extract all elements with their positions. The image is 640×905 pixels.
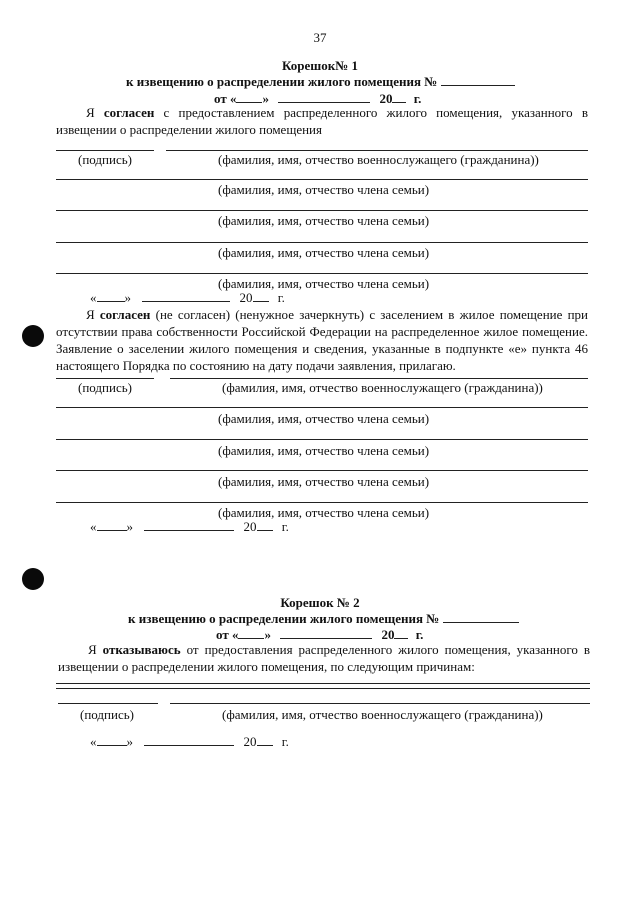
punch-hole-icon — [22, 568, 44, 590]
stub2-sign-date: « » 20 г. — [90, 734, 289, 749]
stub1-sign-date-2: « » 20 г. — [90, 519, 289, 534]
family-member-label: (фамилия, имя, отчество члена семьи) — [218, 505, 430, 520]
stub2-refusal-paragraph: Я отказываюсь от предоставления распределенного жилого помещения, указанного в извещении о распределении жилого помещения, по следующим причинам: — [58, 642, 590, 674]
stub1-date: от « » 20 г. — [214, 91, 422, 106]
name-line — [56, 407, 588, 408]
family-member-label: (фамилия, имя, отчество члена семьи) — [218, 213, 430, 228]
stub2-title: Корешок № 2 — [280, 595, 360, 610]
reason-line — [56, 688, 590, 689]
name-line — [56, 242, 588, 243]
name-line — [56, 179, 588, 180]
serviceman-label: (фамилия, имя, отчество военнослужащего (гражданина)) — [222, 707, 543, 722]
family-member-label: (фамилия, имя, отчество члена семьи) — [218, 474, 430, 489]
name-line — [56, 502, 588, 503]
signature-label: (подпись) — [78, 152, 132, 167]
stub1-title: Корешок№ 1 — [281, 58, 359, 73]
name-line — [166, 150, 588, 151]
reason-line — [56, 683, 590, 684]
stub1-subtitle: к извещению о распределении жилого помещения № — [126, 74, 515, 90]
family-member-label: (фамилия, имя, отчество члена семьи) — [218, 411, 430, 426]
signature-label: (подпись) — [80, 707, 134, 722]
family-member-label: (фамилия, имя, отчество члена семьи) — [218, 182, 430, 197]
serviceman-label: (фамилия, имя, отчество военнослужащего (гражданина)) — [222, 380, 543, 395]
stub1-settlement-paragraph: Я согласен (не согласен) (ненужное зачеркнуть) с заселением в жилое помещение при отсутствии права собственности Российской Федерации на распределенное жилое помещение. Заявление о заселении жилого помещения и сведения, указанные в подпункте «е» пункта 46 настоящего Порядка по состоянию на дату подачи заявления, прилагаю. — [56, 307, 589, 373]
signature-line — [56, 150, 154, 151]
name-line — [170, 703, 590, 704]
stub1-consent-paragraph: Я согласен с предоставлением распределенного жилого помещения, указанного в извещении о распределении жилого помещения — [56, 105, 589, 137]
family-member-label: (фамилия, имя, отчество члена семьи) — [218, 245, 430, 260]
signature-line — [58, 703, 158, 704]
stub2-subtitle: к извещению о распределении жилого помещения № — [128, 611, 519, 627]
name-line — [56, 439, 588, 440]
family-member-label: (фамилия, имя, отчество члена семьи) — [218, 276, 430, 291]
name-line — [56, 273, 588, 274]
name-line — [56, 470, 588, 471]
signature-label: (подпись) — [78, 380, 132, 395]
signature-line — [56, 378, 154, 379]
name-line — [56, 210, 588, 211]
stub2-date: от « » 20 г. — [216, 627, 424, 642]
serviceman-label: (фамилия, имя, отчество военнослужащего (гражданина)) — [218, 152, 539, 167]
family-member-label: (фамилия, имя, отчество члена семьи) — [218, 443, 430, 458]
page-number: 37 — [313, 30, 327, 45]
stub1-sign-date: « » 20 г. — [90, 290, 285, 305]
name-line — [170, 378, 588, 379]
punch-hole-icon — [22, 325, 44, 347]
